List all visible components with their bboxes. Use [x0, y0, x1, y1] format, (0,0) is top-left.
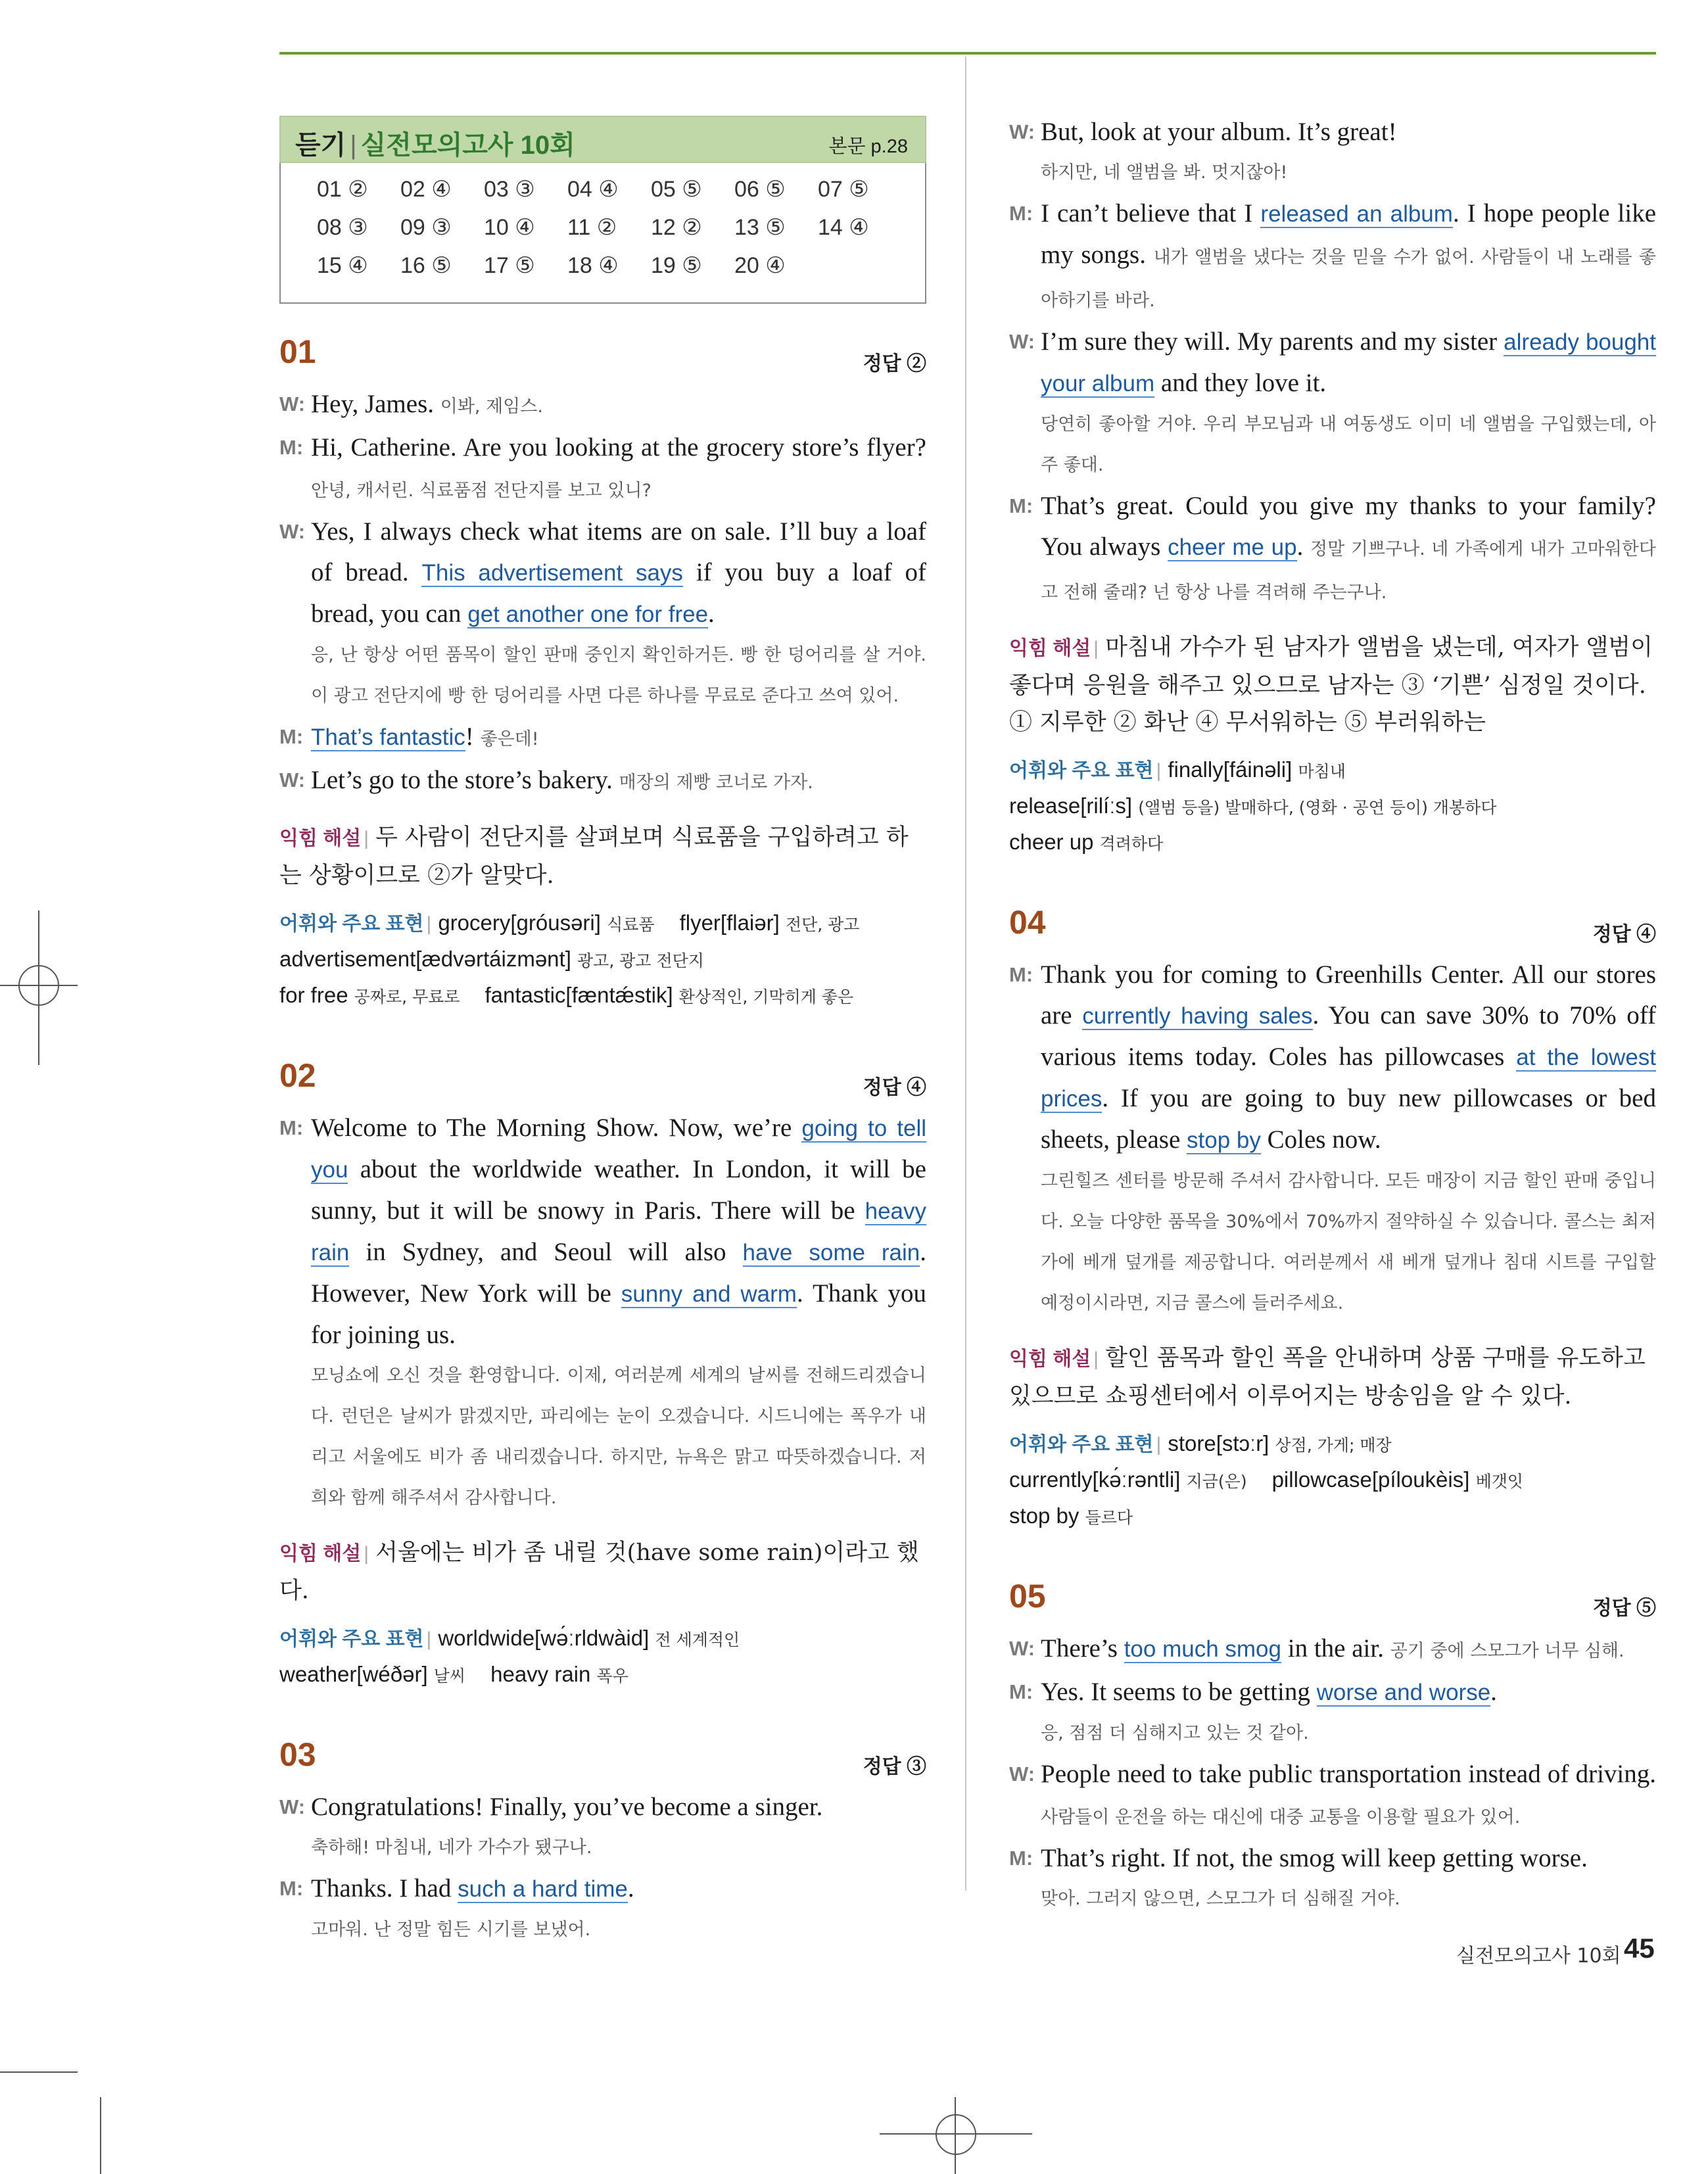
key-phrase: get another one for free — [467, 602, 709, 627]
line-text: . — [1490, 1678, 1497, 1706]
vocab-term: cheer up — [1009, 830, 1094, 854]
speaker: W: — [279, 1795, 306, 1818]
vocab-term: heavy rain — [490, 1662, 591, 1686]
line-text: . If you are going to buy new pillowcases or bed sheets, please — [1041, 1084, 1656, 1154]
dialogue-line — [279, 1108, 926, 1356]
question-number: 05 — [1009, 1578, 1046, 1615]
line-text: Congratulations! Finally, you’ve become a singer. — [311, 1793, 823, 1821]
dialogue-line — [279, 511, 926, 635]
answer-key-item: 02 ④ — [400, 177, 452, 202]
speaker: M: — [1009, 963, 1033, 986]
answer-key-item: 15 ④ — [317, 253, 368, 278]
line-text: and they love it. — [1160, 369, 1327, 397]
explanation: 익힘 해설 | 두 사람이 전단지를 살펴보며 식료품을 구입하려고 하는 상황이므로 ②가 알맞다. — [279, 824, 909, 889]
speaker: M: — [279, 725, 304, 748]
korean-translation: 그린힐즈 센터를 방문해 주셔서 감사합니다. 모든 매장이 지금 할인 판매 중입니다. 오늘 다양한 품목을 30%에서 70%까지 절약하실 수 있습니다. 콜스는 최저가에 베개 덮개를 제공합니다. 여러분께서 새 베개 덮개나 침대 시트를 구입할 예정이시라면, 지금 콜스에 들러주세요. — [1041, 1171, 1656, 1313]
vocab-block: 어휘와 주요 표현 | store[stɔːr] 상점, 가게; 매장 currently[kə́ːrəntli] 지금(은) pillowcase[píloukèis] 베갯잇 stop by 들르다 — [1009, 1431, 1524, 1528]
line-text: in the air. — [1287, 1634, 1384, 1663]
dialogue-line — [279, 1787, 926, 1828]
speaker: M: — [1009, 202, 1033, 225]
korean-translation: 내가 앨범을 냈다는 것을 믿을 수가 없어. 사람들이 내 노래를 좋아하기를 바라. — [1041, 247, 1657, 311]
key-phrase: released an album — [1260, 201, 1453, 227]
answer-key-item: 11 ② — [567, 215, 617, 240]
question-number: 01 — [279, 333, 316, 370]
dialogue-line — [1009, 112, 1656, 153]
answer-key-item: 05 ⑤ — [651, 177, 702, 202]
answer-key-item: 03 ③ — [484, 177, 535, 202]
dialogue-line — [279, 1868, 926, 1910]
line-text: if you buy a loaf of bread, you can — [311, 558, 927, 628]
vocab-term: for free — [279, 983, 348, 1007]
vocab-label: 어휘와 주요 표현 — [1009, 1434, 1154, 1455]
korean-translation: 맞아. 그러지 않으면, 스모그가 더 심해질 거야. — [1041, 1889, 1400, 1909]
korean-translation: 정말 기쁘구나. 네 가족에게 내가 고마워한다고 전해 줄래? 넌 항상 나를 격려해 주는구나. — [1041, 539, 1657, 603]
vocab-meaning: 전단, 광고 — [785, 915, 860, 934]
crop-mark-h — [0, 2071, 78, 2073]
key-phrase: This advertisement says — [421, 560, 683, 586]
answer-key-row — [317, 176, 925, 214]
speaker: M: — [279, 1877, 304, 1900]
vocab-label: 어휘와 주요 표현 — [1009, 760, 1154, 782]
top-rule — [279, 52, 1656, 55]
vocab-term: stop by — [1009, 1503, 1079, 1528]
korean-translation: 이봐, 제임스. — [440, 396, 543, 417]
column-divider — [965, 57, 966, 1891]
line-text: Coles now. — [1267, 1125, 1381, 1154]
explanation-text: 두 사람이 전단지를 살펴보며 식료품을 구입하려고 하는 상황이므로 ②가 알맞다. — [279, 824, 909, 889]
answer-key-item: 09 ③ — [400, 215, 452, 240]
korean-translation: 하지만, 네 앨범을 봐. 멋지잖아! — [1041, 162, 1288, 183]
line-text: . Thank you for joining us. — [311, 1279, 927, 1349]
speaker: W: — [1009, 1762, 1035, 1785]
korean-translation: 축하해! 마침내, 네가 가수가 됐구나. — [311, 1837, 592, 1858]
registration-circle — [18, 965, 59, 1006]
line-text: . I hope people like my songs. — [1041, 199, 1657, 269]
answer-key-item: 06 ⑤ — [734, 177, 786, 202]
answer-key-item: 04 ④ — [567, 177, 619, 202]
vocab-meaning: 폭우 — [596, 1666, 629, 1686]
crop-mark-v — [100, 2097, 101, 2174]
speaker: W: — [1009, 330, 1035, 353]
explanation-text: 할인 품목과 할인 폭을 안내하며 상품 구매를 유도하고 있으므로 쇼핑센터에서 이루어지는 방송임을 알 수 있다. — [1009, 1345, 1646, 1409]
question-05 — [1009, 1577, 1656, 1920]
vocab-meaning: (앨범 등을) 발매하다, (영화 · 공연 등이) 개봉하다 — [1138, 798, 1497, 817]
page-reference: 본문 p.28 — [828, 136, 908, 157]
page-number: 45 — [1624, 1933, 1655, 1964]
explanation-text: 서울에는 비가 좀 내릴 것(have some rain)이라고 했다. — [279, 1540, 919, 1604]
test-title: 실전모의고사 10회 — [360, 131, 575, 160]
korean-translation: 고마워. 난 정말 힘든 시기를 보냈어. — [311, 1920, 591, 1940]
answer-key-item: 14 ④ — [818, 215, 869, 240]
question-01 — [279, 333, 926, 1014]
answer-key-header: 듣기 | 실전모의고사 10회 본문 p.28 — [279, 116, 926, 163]
line-text: Yes, I always check what items are on sale. I’ll buy a loaf of bread. — [311, 517, 926, 586]
vocab-meaning: 환상적인, 기막히게 좋은 — [678, 987, 854, 1006]
key-phrase: worse and worse — [1316, 1680, 1491, 1705]
answer-badge: 정답 ② — [863, 353, 926, 375]
question-04 — [1009, 903, 1656, 1535]
speaker: W: — [279, 392, 306, 415]
vocab-meaning: 상점, 가게; 매장 — [1275, 1436, 1392, 1455]
vocab-meaning: 식료품 — [607, 915, 655, 934]
speaker: M: — [1009, 1680, 1033, 1703]
answer-key-item: 17 ⑤ — [484, 253, 535, 278]
line-text: That’s great. Could you give my thanks to your family? You always — [1041, 492, 1656, 561]
vocab-term: grocery[gróusəri] — [438, 910, 601, 935]
korean-translation: 안녕, 캐서린. 식료품점 전단지를 보고 있니? — [311, 481, 652, 501]
line-text: But, look at your album. It’s great! — [1041, 118, 1397, 146]
line-text: . You can save 30% to 70% off various items today. Coles has pillowcases — [1041, 1001, 1657, 1071]
vocab-meaning: 공짜로, 무료로 — [354, 987, 460, 1006]
vocab-term: finally[fáinəli] — [1168, 757, 1293, 782]
line-text: . However, New York will be — [311, 1238, 927, 1308]
vocab-term: store[stɔːr] — [1168, 1431, 1269, 1455]
vocab-term: advertisement[ædvərtáizmənt] — [279, 947, 571, 971]
answer-key-row — [317, 252, 925, 291]
key-phrase: going to tell you — [311, 1116, 926, 1183]
key-phrase: That’s fantastic — [311, 724, 465, 750]
vocab-term: worldwide[wə́ːrldwàid] — [438, 1626, 650, 1650]
question-02 — [279, 1056, 926, 1693]
choice-translations: ① 지루한 ② 화난 ④ 무서워하는 ⑤ 부러워하는 — [1009, 709, 1486, 736]
question-number: 04 — [1009, 904, 1046, 941]
vocab-block: 어휘와 주요 표현 | finally[fáinəli] 마침내 release[rilíːs] (앨범 등을) 발매하다, (영화 · 공연 등이) 개봉하다 cheer up 격려하다 — [1009, 757, 1497, 854]
speaker: W: — [279, 520, 306, 543]
vocab-meaning: 격려하다 — [1099, 834, 1164, 853]
answer-key-item: 16 ⑤ — [400, 253, 452, 278]
dialogue-line — [1009, 1754, 1656, 1838]
answer-badge: 정답 ④ — [1592, 924, 1656, 945]
line-text: . — [708, 600, 715, 628]
korean-translation: 당연히 좋아할 거야. 우리 부모님과 내 여동생도 이미 네 앨범을 구입했는데, 아주 좋대. — [1041, 414, 1656, 475]
key-phrase: have some rain — [742, 1240, 920, 1265]
line-text: Thank you for coming to Greenhills Center. All our stores are — [1041, 960, 1656, 1029]
line-text: in Sydney, and Seoul will also — [366, 1238, 726, 1266]
registration-circle — [936, 2114, 976, 2155]
explanation: 익힘 해설 | 서울에는 비가 좀 내릴 것(have some rain)이라고 했다. — [279, 1540, 919, 1604]
line-text: about the worldwide weather. In London, it will be sunny, but it will be snowy in Paris. There will be — [311, 1155, 926, 1225]
dialogue-line — [1009, 1628, 1656, 1672]
line-text: Let’s go to the store’s bakery. — [311, 766, 613, 794]
korean-translation: 매장의 제빵 코너로 가자. — [619, 772, 813, 793]
answer-key-item: 08 ③ — [317, 215, 368, 240]
answer-key-item: 19 ⑤ — [651, 253, 702, 278]
dialogue-line — [1009, 321, 1656, 404]
korean-translation: 응, 난 항상 어떤 품목이 할인 판매 중인지 확인하거든. 빵 한 덩어리를 살 거야. 이 광고 전단지에 빵 한 덩어리를 사면 다른 하나를 무료로 준다고 쓰여 있어. — [311, 645, 926, 706]
answer-key-item: 13 ⑤ — [734, 215, 786, 240]
line-text: . — [1296, 532, 1304, 561]
answer-key-item: 10 ④ — [484, 215, 535, 240]
vocab-meaning: 지금(은) — [1186, 1472, 1247, 1491]
dialogue-line — [1009, 1672, 1656, 1713]
explanation: 익힘 해설 | 할인 품목과 할인 폭을 안내하며 상품 구매를 유도하고 있으므로 쇼핑센터에서 이루어지는 방송임을 알 수 있다. — [1009, 1345, 1646, 1409]
line-text: I’m sure they will. My parents and my sister — [1041, 327, 1498, 356]
key-phrase: heavy rain — [311, 1198, 927, 1265]
vocab-term: release[rilíːs] — [1009, 793, 1133, 818]
vocab-meaning: 날씨 — [433, 1666, 466, 1686]
line-text: That’s right. If not, the smog will keep getting worse. — [1041, 1844, 1588, 1872]
line-text: Thanks. I had — [311, 1874, 452, 1902]
korean-translation: 사람들이 운전을 하는 대신에 대중 교통을 이용할 필요가 있어. — [1041, 1807, 1521, 1828]
explanation-label: 익힘 해설 — [1009, 1348, 1091, 1370]
vocab-label: 어휘와 주요 표현 — [279, 913, 424, 935]
vocab-term: weather[wéðər] — [279, 1662, 428, 1686]
line-text: I can’t believe that I — [1041, 199, 1253, 227]
vocab-meaning: 들르다 — [1085, 1508, 1133, 1527]
vocab-block: 어휘와 주요 표현 | worldwide[wə́ːrldwàid] 전 세계적인 weather[wéðər] 날씨 heavy rain 폭우 — [279, 1626, 740, 1686]
vocab-meaning: 전 세계적인 — [655, 1630, 740, 1649]
explanation: 익힘 해설 | 마침내 가수가 된 남자가 앨범을 냈는데, 여자가 앨범이 좋다며 응원을 해주고 있으므로 남자는 ③ ‘기쁜’ 심정일 것이다. ① 지루한 ② 화난 ④ 무서워하는 ⑤ 부러워하는 — [1009, 634, 1653, 736]
line-text: . — [627, 1874, 634, 1902]
explanation-label: 익힘 해설 — [1009, 638, 1091, 659]
key-phrase: at the lowest prices — [1041, 1045, 1657, 1112]
dialogue-line — [279, 760, 926, 803]
speaker: M: — [1009, 1847, 1033, 1870]
vocab-block: 어휘와 주요 표현 | grocery[gróusəri] 식료품 flyer[flaiər] 전단, 광고 advertisement[ædvərtáizmənt] 광고, 광고 전단지 for free 공짜로, 무료로 fantastic[fæntǽstik] 환상적인, 기막히게 좋은 — [279, 910, 860, 1007]
key-phrase: currently having sales — [1082, 1003, 1313, 1029]
speaker: M: — [279, 1116, 304, 1139]
dialogue-line — [279, 384, 926, 427]
key-phrase: cheer me up — [1168, 534, 1297, 560]
key-phrase: too much smog — [1124, 1636, 1281, 1662]
dialogue-line — [1009, 955, 1656, 1161]
answer-key-item: 01 ② — [317, 177, 368, 202]
korean-translation: 모닝쇼에 오신 것을 환영합니다. 이제, 여러분께 세계의 날씨를 전해드리겠습니다. 런던은 날씨가 맑겠지만, 파리에는 눈이 오겠습니다. 시드니에는 폭우가 내리고 서울에도 비가 좀 내리겠습니다. 하지만, 뉴욕은 맑고 따뜻하겠습니다. 저희와 함께 해주셔서 감사합니다. — [311, 1365, 926, 1508]
speaker: M: — [1009, 494, 1033, 517]
dialogue-line — [1009, 486, 1656, 613]
question-number: 03 — [279, 1736, 316, 1773]
answer-key-item: 18 ④ — [567, 253, 619, 278]
line-text: People need to take public transportation instead of driving. — [1041, 1760, 1656, 1788]
dialogue-line — [279, 427, 926, 511]
vocab-label: 어휘와 주요 표현 — [279, 1628, 424, 1650]
dialogue-line — [279, 717, 926, 760]
answer-key-item: 07 ⑤ — [818, 177, 869, 202]
dialogue-line — [1009, 1838, 1656, 1879]
key-phrase: such a hard time — [458, 1876, 628, 1902]
line-text: Welcome to The Morning Show. Now, we’re — [311, 1114, 792, 1142]
right-column — [1009, 112, 1656, 1920]
line-text: ! — [465, 722, 474, 751]
speaker: W: — [279, 768, 306, 792]
key-phrase: already bought your album — [1041, 329, 1656, 396]
korean-translation: 응, 점점 더 심해지고 있는 것 같아. — [1041, 1723, 1309, 1743]
vocab-meaning: 마침내 — [1298, 762, 1346, 781]
speaker: W: — [1009, 120, 1035, 143]
answer-key-row — [317, 214, 925, 252]
line-text: Yes. It seems to be getting — [1041, 1678, 1310, 1706]
vocab-term: currently[kə́ːrəntli] — [1009, 1467, 1181, 1492]
vocab-meaning: 광고, 광고 전단지 — [577, 951, 704, 970]
explanation-label: 익힘 해설 — [279, 1543, 362, 1565]
line-text: Hey, James. — [311, 390, 435, 418]
answer-badge: 정답 ⑤ — [1592, 1597, 1656, 1619]
question-03 — [279, 1736, 926, 1950]
answer-key-item: 20 ④ — [734, 253, 786, 278]
korean-translation: 좋은데! — [480, 729, 539, 749]
vocab-term: fantastic[fæntǽstik] — [485, 983, 673, 1007]
explanation-text: 마침내 가수가 된 남자가 앨범을 냈는데, 여자가 앨범이 좋다며 응원을 해주고 있으므로 남자는 ③ ‘기쁜’ 심정일 것이다. — [1009, 634, 1653, 699]
korean-translation: 공기 중에 스모그가 너무 심해. — [1390, 1641, 1625, 1661]
left-column — [279, 116, 926, 1950]
line-text: There’s — [1041, 1634, 1118, 1663]
speaker: M: — [279, 436, 304, 459]
vocab-meaning: 베갯잇 — [1475, 1472, 1524, 1491]
dialogue-line — [1009, 193, 1656, 321]
answer-badge: 정답 ④ — [863, 1077, 926, 1099]
answer-key-item: 12 ② — [651, 215, 702, 240]
vocab-term: pillowcase[píloukèis] — [1271, 1467, 1470, 1492]
explanation-label: 익힘 해설 — [279, 828, 362, 849]
line-text: Hi, Catherine. Are you looking at the grocery store’s flyer? — [311, 433, 926, 461]
section-label: 듣기 — [295, 131, 346, 160]
speaker: W: — [1009, 1637, 1035, 1660]
footer-title: 실전모의고사 10회 — [1456, 1945, 1621, 1968]
key-phrase: sunny and warm — [621, 1281, 797, 1307]
question-number: 02 — [279, 1057, 316, 1094]
answer-key-grid — [279, 163, 926, 304]
answer-badge: 정답 ③ — [863, 1756, 926, 1778]
vocab-term: flyer[flaiər] — [679, 910, 780, 935]
key-phrase: stop by — [1187, 1127, 1261, 1153]
